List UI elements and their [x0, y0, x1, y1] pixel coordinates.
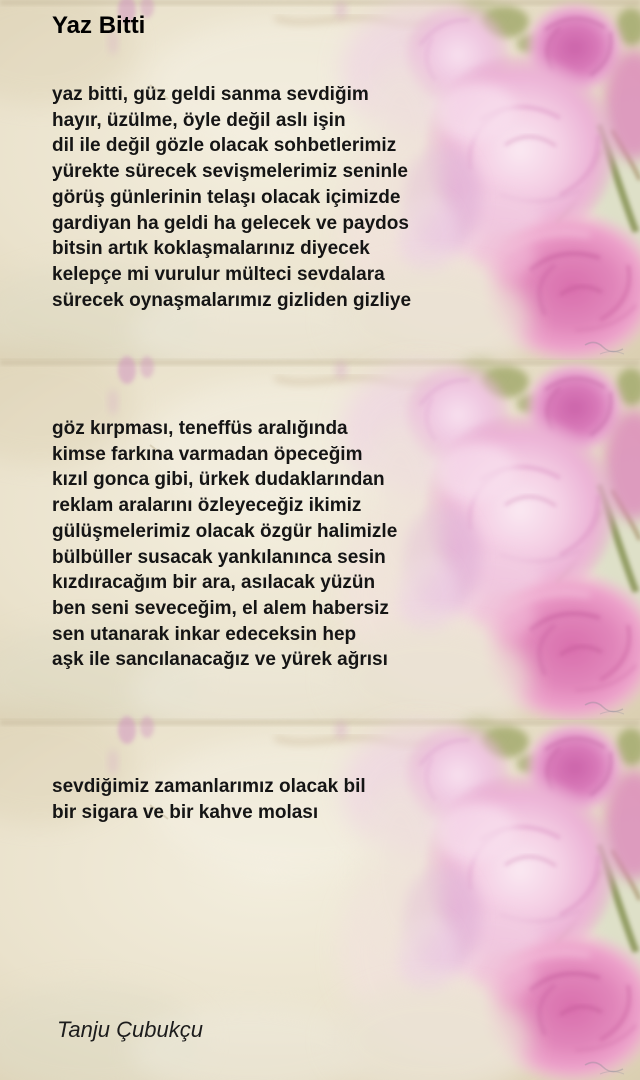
- poem-line: reklam aralarını özleyeceğiz ikimiz: [52, 495, 362, 517]
- poem-line: bülbüller susacak yankılanınca sesin: [52, 546, 386, 568]
- poem-stanza-2: [52, 416, 397, 673]
- poem-title: Yaz Bitti: [52, 12, 146, 39]
- poem-line: hayır, üzülme, öyle değil aslı işin: [52, 109, 346, 131]
- poem-line: yaz bitti, güz geldi sanma sevdiğim: [52, 84, 369, 105]
- poem-line: ben seni seveceğim, el alem habersiz: [52, 597, 389, 619]
- poem-line: kızıl gonca gibi, ürkek dudaklarından: [52, 469, 385, 491]
- poem-stanza-3: [52, 774, 366, 825]
- poem-line: gardiyan ha geldi ha gelecek ve paydos: [52, 212, 409, 234]
- poem-line: göz kırpması, teneffüs aralığında: [52, 418, 348, 439]
- poem-line: gülüşmelerimiz olacak özgür halimizle: [52, 520, 398, 542]
- poem-line: yürekte sürecek sevişmelerimiz seninle: [52, 161, 408, 183]
- poem-line: sürecek oynaşmalarımız gizliden gizliye: [52, 289, 412, 311]
- poem-line: bir sigara ve bir kahve molası: [52, 801, 319, 823]
- poem-line: sevdiğimiz zamanlarımız olacak bil: [52, 776, 366, 797]
- poem-line: sen utanarak inkar edeceksin hep: [52, 623, 357, 645]
- poem-line: dil ile değil gözle olacak sohbetlerimiz: [52, 135, 397, 157]
- poem-line: aşk ile sancılanacağız ve yürek ağrısı: [52, 649, 388, 671]
- poem-line: görüş günlerinin telaşı olacak içimizde: [52, 186, 401, 208]
- poem-line: kimse farkına varmadan öpeceğim: [52, 443, 363, 465]
- poem-author-signature: Tanju Çubukçu: [57, 1017, 203, 1042]
- poem-line: kızdıracağım bir ara, asılacak yüzün: [52, 572, 376, 594]
- poem-line: kelepçe mi vurulur mülteci sevdalara: [52, 263, 385, 285]
- poem-line: bitsin artık koklaşmalarınız diyecek: [52, 238, 370, 260]
- poem-stanza-1: [52, 82, 411, 313]
